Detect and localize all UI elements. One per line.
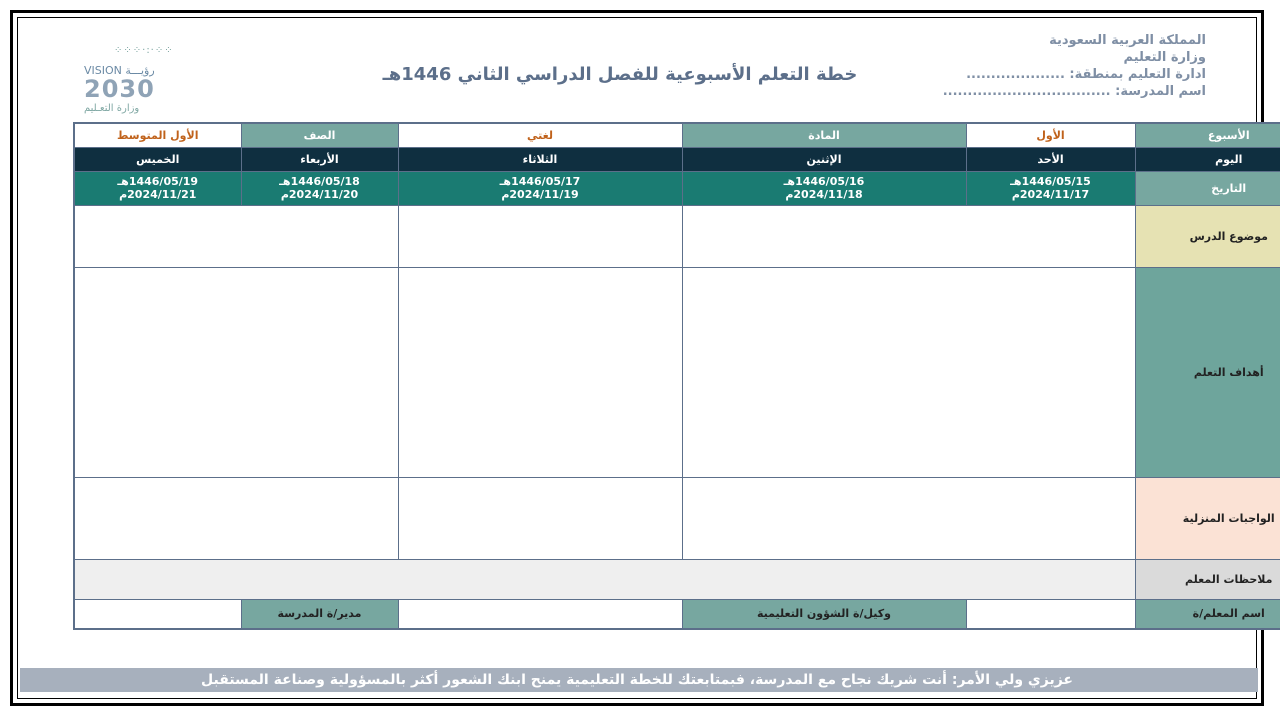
date-greg: 2024/11/17م [1011,188,1090,201]
notes-label: ملاحظات المعلم [1135,559,1280,599]
date-row [74,171,1280,205]
goals-row [74,267,1280,477]
date-cell [682,171,966,205]
topic-cell[interactable] [74,205,398,267]
topic-label: موضوع الدرس [1135,205,1280,267]
goals-cell[interactable] [398,267,682,477]
notes-cell[interactable] [74,559,1135,599]
day-wednesday: الأربعاء [241,147,398,171]
week-value: الأول [966,123,1135,147]
goals-label: أهداف التعلم [1135,267,1280,477]
notes-row [74,559,1280,599]
goals-cell[interactable] [74,267,398,477]
day-thursday: الخميس [74,147,241,171]
topic-cell[interactable] [682,205,1135,267]
date-cell [241,171,398,205]
homework-cell[interactable] [398,477,682,559]
date-hijri: 1446/05/19هـ [117,175,199,188]
footer-banner: عزيزي ولي الأمر: أنت شريك نجاح مع المدرسة، فبمتابعتك للخطة التعليمية يمنح ابنك الشعور أكثر بالمسؤولية وصناعة المستقبل [20,668,1258,692]
date-label: التاريخ [1135,171,1280,205]
date-greg: 2024/11/21م [119,188,197,201]
date-hijri: 1446/05/18هـ [279,175,360,188]
teacher-name-cell[interactable] [966,599,1135,629]
day-sunday: الأحد [966,147,1135,171]
region-field: ادارة التعليم بمنطقة: .................... [966,67,1206,82]
date-greg: 2024/11/19م [501,188,579,201]
day-tuesday: الثلاثاء [398,147,682,171]
date-hijri: 1446/05/16هـ [783,175,865,188]
subject-label: المادة [682,123,966,147]
weekly-plan-table [73,122,1280,630]
week-label: الأسبوع [1135,123,1280,147]
country-name: المملكة العربية السعودية [1049,33,1206,48]
homework-row [74,477,1280,559]
date-hijri: 1446/05/15هـ [1010,175,1091,188]
principal-cell[interactable] [74,599,241,629]
logo-year: 2030 [84,75,155,103]
school-field: اسم المدرسة: .................................. [942,84,1206,99]
info-row [74,123,1280,147]
grade-label: الصف [241,123,398,147]
homework-label: الواجبات المنزلية [1135,477,1280,559]
day-label: اليوم [1135,147,1280,171]
homework-cell[interactable] [74,477,398,559]
date-cell [398,171,682,205]
grade-value: الأول المتوسط [74,123,241,147]
date-hijri: 1446/05/17هـ [499,175,581,188]
org-header [943,32,1206,100]
ministry-name: وزارة التعليم [1123,50,1206,65]
goals-cell[interactable] [682,267,1135,477]
date-cell [74,171,241,205]
signature-row [74,599,1280,629]
principal-label: مدير/ة المدرسة [241,599,398,629]
page-title: خطة التعلم الأسبوعية للفصل الدراسي الثاني 1446هـ [382,64,858,85]
deputy-label: وكيل/ة الشؤون التعليمية [682,599,966,629]
deputy-cell[interactable] [398,599,682,629]
date-greg: 2024/11/20م [280,188,359,201]
logo-dots-icon: ⁘⁘⁘·:·⁘⁘ [114,45,174,56]
day-row [74,147,1280,171]
vision-logo [82,45,202,113]
date-greg: 2024/11/18م [785,188,863,201]
homework-cell[interactable] [682,477,1135,559]
logo-ministry-text: وزارة التعـليم [84,103,140,114]
topic-cell[interactable] [398,205,682,267]
date-cell [966,171,1135,205]
teacher-name-label: اسم المعلم/ة [1135,599,1280,629]
day-monday: الإثنين [682,147,966,171]
subject-value: لغتي [398,123,682,147]
topic-row [74,205,1280,267]
logo-vision-text: VISION رؤيـــة [84,64,155,77]
